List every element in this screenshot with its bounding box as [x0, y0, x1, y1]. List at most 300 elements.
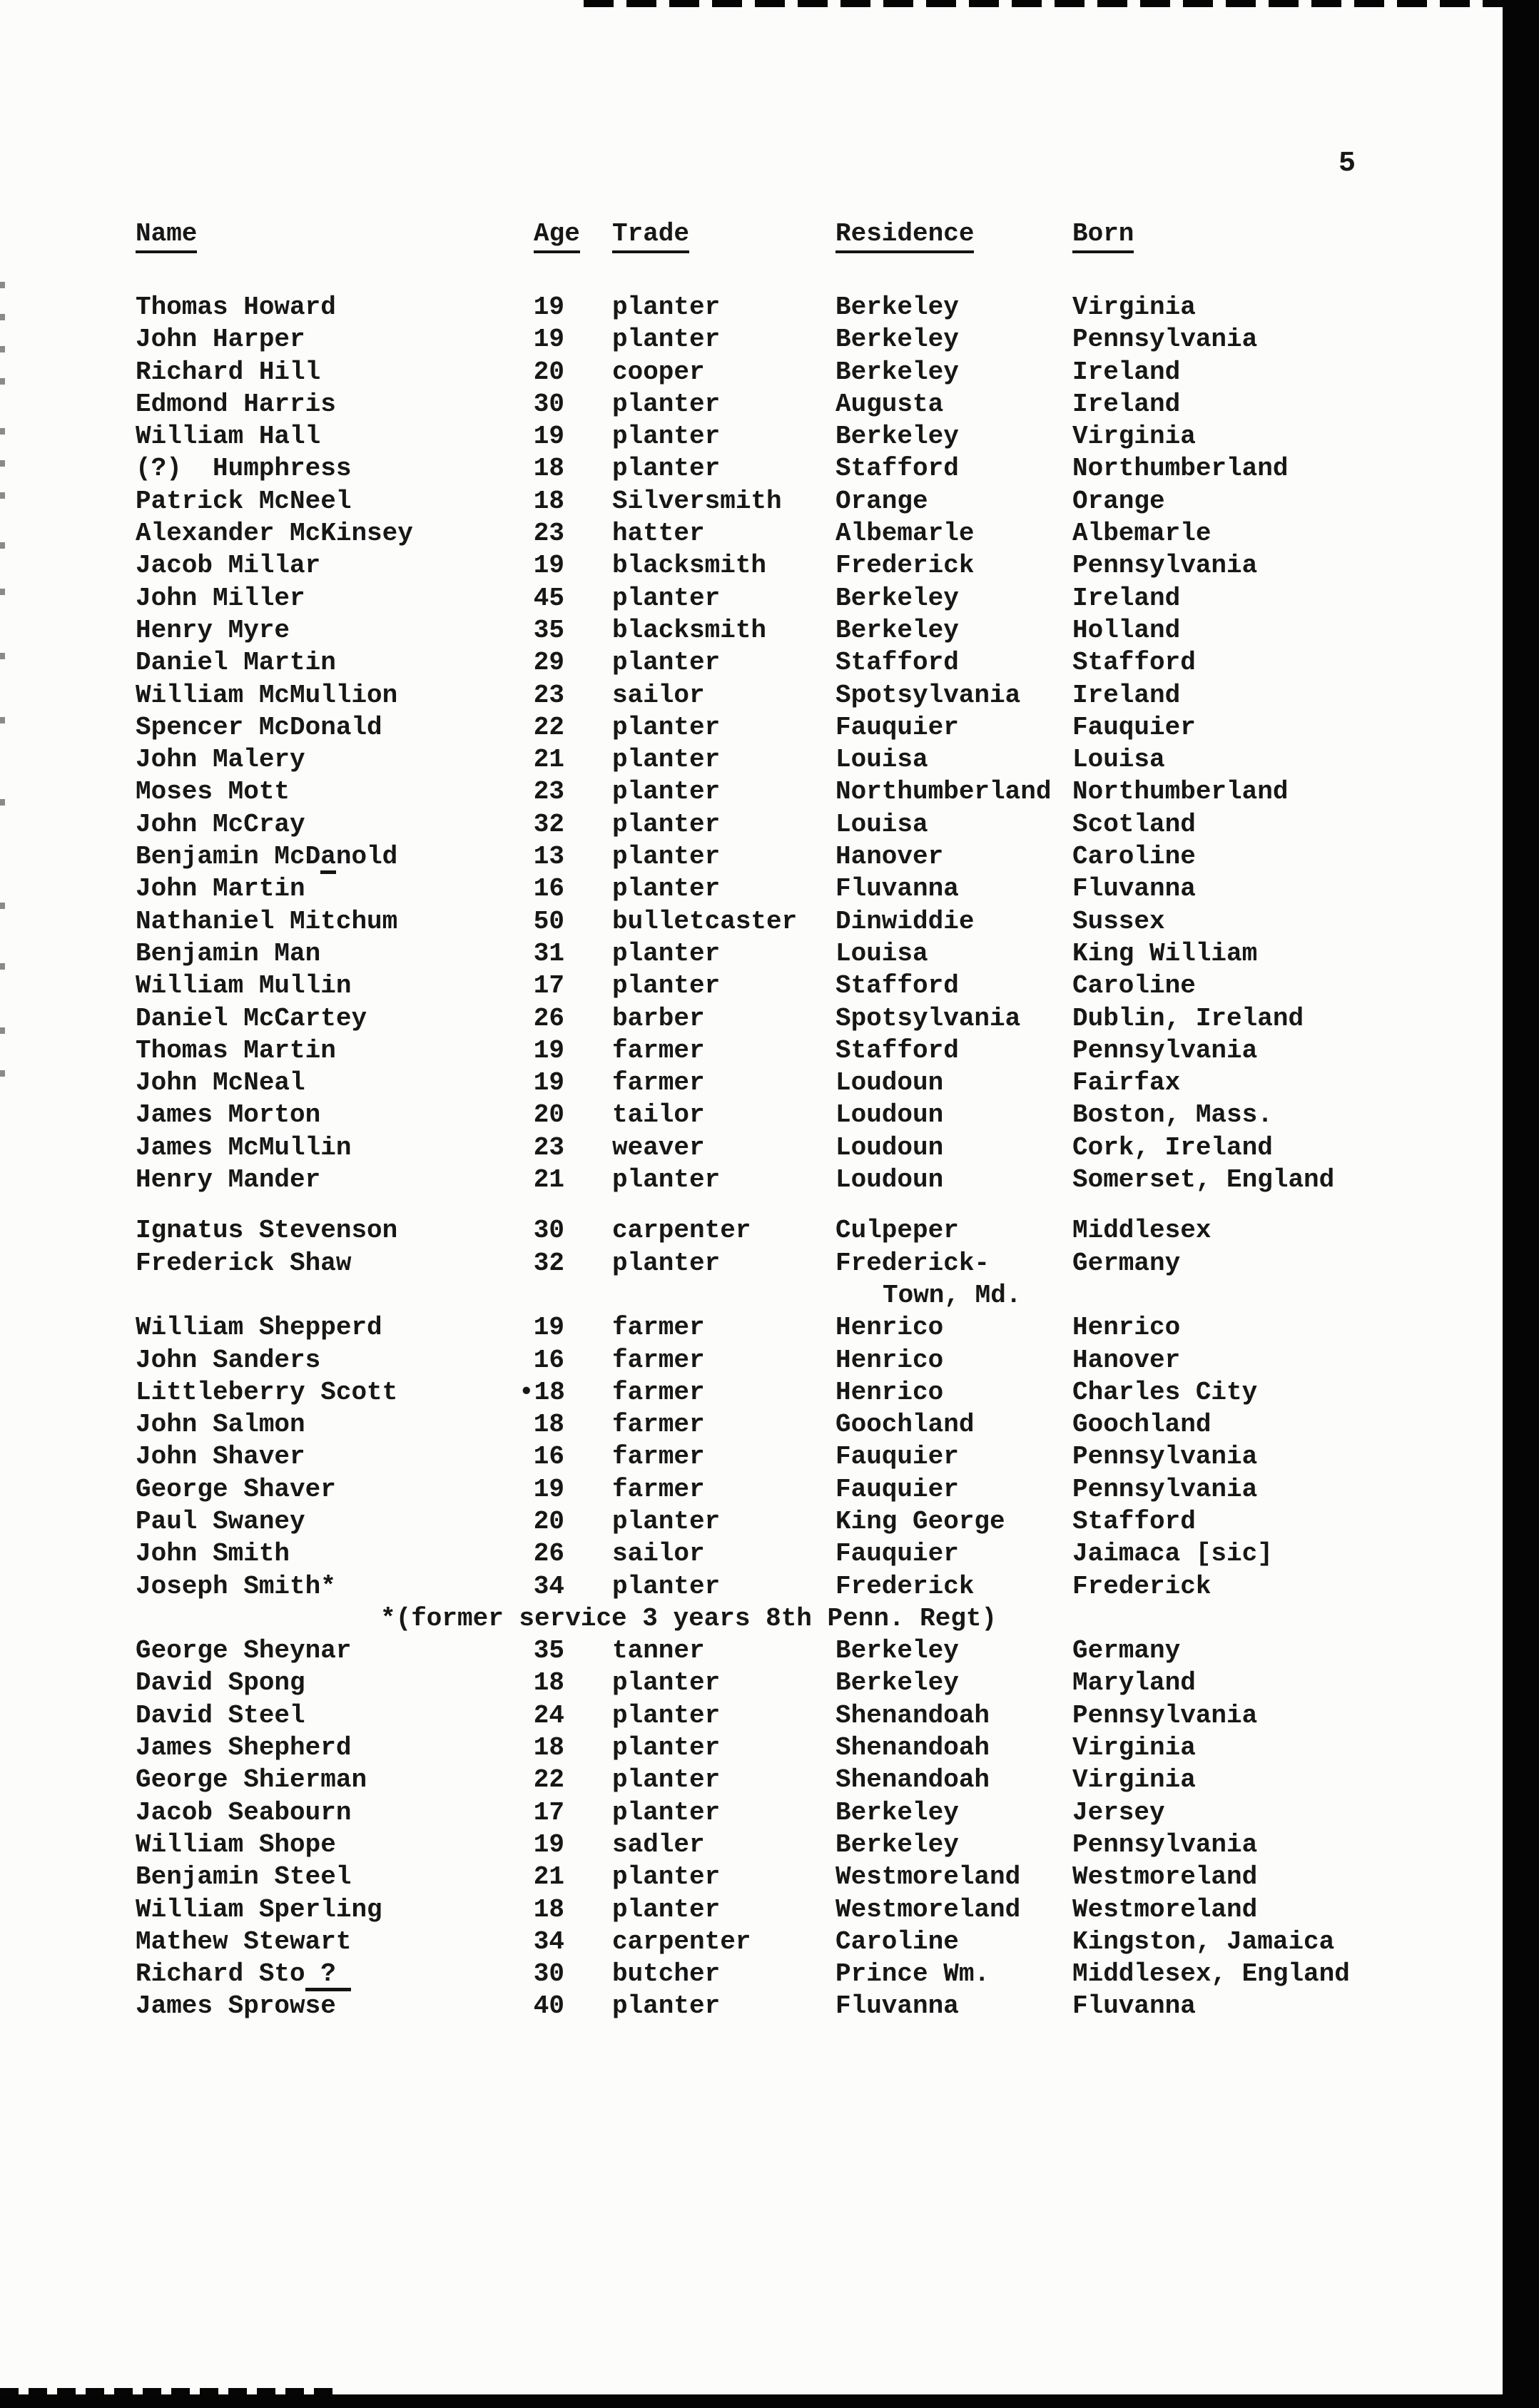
trade-cell: farmer: [612, 1410, 705, 1440]
born-cell: Fairfax: [1072, 1068, 1181, 1098]
born-cell: Caroline: [1072, 971, 1196, 1001]
age-cell: 19: [533, 1474, 564, 1504]
residence-cell: Berkeley: [835, 1797, 959, 1827]
born-cell: Sussex: [1072, 906, 1165, 936]
name-cell: Thomas Howard: [136, 293, 336, 322]
trade-cell: planter: [612, 1765, 721, 1795]
residence-continuation: Town, Md.: [883, 1280, 1022, 1310]
born-cell: King William: [1072, 938, 1258, 968]
born-cell: Westmoreland: [1072, 1894, 1258, 1924]
age-cell: 16: [533, 1442, 564, 1472]
born-cell: Albemarle: [1072, 519, 1212, 549]
age-cell: 19: [533, 293, 564, 322]
name-cell: James Sprowse: [136, 1991, 336, 2021]
residence-cell: Fauquier: [835, 712, 959, 742]
age-cell: 23: [533, 1132, 564, 1162]
name-cell: Thomas Martin: [136, 1035, 336, 1065]
residence-cell: Stafford: [835, 971, 959, 1001]
table-row: [136, 938, 1504, 970]
scan-edge-bottom-bar: [0, 2394, 1539, 2408]
residence-cell: Berkeley: [835, 1636, 959, 1666]
age-cell: 32: [533, 1248, 564, 1278]
trade-cell: planter: [612, 874, 721, 904]
age-cell: 18: [533, 1668, 564, 1698]
name-cell: David Steel: [136, 1700, 305, 1730]
name-cell: Nathaniel Mitchum: [136, 906, 398, 936]
residence-cell: Frederick: [835, 1571, 975, 1601]
trade-cell: farmer: [612, 1313, 705, 1343]
scan-artifact-tick: [0, 963, 5, 970]
trade-cell: planter: [612, 1248, 721, 1278]
name-cell: William Mullin: [136, 971, 352, 1001]
trade-cell: bulletcaster: [612, 906, 798, 936]
age-cell: 18: [533, 1733, 564, 1763]
name-cell: (?) Humphress: [136, 454, 352, 484]
residence-cell: King George: [835, 1506, 1005, 1536]
trade-cell: planter: [612, 1668, 721, 1698]
table-row: [136, 1990, 1504, 2022]
table-row: [136, 1132, 1504, 1164]
table-row: [136, 1926, 1504, 1958]
trade-cell: planter: [612, 389, 721, 419]
scan-artifact-tick: [0, 542, 5, 549]
scan-artifact-tick: [0, 460, 5, 467]
residence-cell: Culpeper: [835, 1216, 959, 1246]
born-cell: Orange: [1072, 486, 1165, 516]
age-cell: 22: [533, 1765, 564, 1795]
trade-cell: sailor: [612, 1539, 705, 1569]
residence-cell: Berkeley: [835, 357, 959, 387]
trade-cell: hatter: [612, 519, 705, 549]
age-cell: 17: [533, 971, 564, 1001]
age-cell: 50: [533, 906, 564, 936]
trade-cell: planter: [612, 648, 721, 678]
typed-underline-blank: a: [320, 843, 336, 874]
residence-cell: Shenandoah: [835, 1733, 990, 1763]
age-cell: 35: [533, 1636, 564, 1666]
column-header-born: Born: [1072, 221, 1134, 253]
name-cell: Benjamin McDanold: [136, 840, 397, 874]
age-cell: 30: [533, 389, 564, 419]
trade-cell: planter: [612, 842, 721, 872]
age-cell: 23: [533, 777, 564, 807]
born-cell: Frederick: [1072, 1571, 1212, 1601]
residence-cell: Berkeley: [835, 293, 959, 322]
table-row: [136, 1164, 1504, 1196]
table-row: [136, 614, 1504, 646]
age-cell: 18: [533, 1894, 564, 1924]
age-cell: 19: [533, 1068, 564, 1098]
table-row: [136, 1376, 1504, 1408]
name-cell: John McCray: [136, 809, 305, 839]
age-cell: 40: [533, 1991, 564, 2021]
trade-cell: planter: [612, 1797, 721, 1827]
age-cell: 20: [533, 1100, 564, 1130]
name-cell: James Morton: [136, 1100, 321, 1130]
trade-cell: planter: [612, 422, 721, 452]
residence-cell: Westmoreland: [835, 1862, 1021, 1892]
name-cell: Joseph Smith*: [136, 1571, 336, 1601]
born-cell: Holland: [1072, 615, 1181, 645]
trade-cell: planter: [612, 1862, 721, 1892]
residence-cell: Goochland: [835, 1410, 975, 1440]
trade-cell: sadler: [612, 1829, 705, 1859]
name-cell: Ignatus Stevenson: [136, 1216, 398, 1246]
trade-cell: planter: [612, 809, 721, 839]
table-row: [136, 549, 1504, 581]
table-row: [136, 711, 1504, 743]
table-row: [136, 679, 1504, 711]
born-cell: Pennsylvania: [1072, 1442, 1258, 1472]
age-cell: 34: [533, 1571, 564, 1601]
column-header-trade: Trade: [612, 221, 689, 253]
age-cell: 13: [533, 842, 564, 872]
name-cell: James Shepherd: [136, 1733, 352, 1763]
trade-cell: farmer: [612, 1377, 705, 1407]
column-header-residence: Residence: [835, 221, 974, 253]
residence-cell: Frederick-: [835, 1248, 990, 1278]
table-row: [136, 1894, 1504, 1926]
born-cell: Somerset, England: [1072, 1165, 1335, 1195]
name-cell: Edmond Harris: [136, 389, 336, 419]
residence-cell: Henrico: [835, 1345, 944, 1375]
residence-cell: Henrico: [835, 1377, 944, 1407]
table-row: [136, 291, 1504, 323]
trade-cell: planter: [612, 293, 721, 322]
scan-artifact-tick: [0, 282, 5, 288]
name-cell: James McMullin: [136, 1132, 352, 1162]
scan-edge-top-dashes: [584, 0, 1539, 7]
born-cell: Goochland: [1072, 1410, 1212, 1440]
scan-artifact-tick: [0, 653, 5, 659]
residence-cell: Westmoreland: [835, 1894, 1021, 1924]
table-row: [136, 1247, 1504, 1279]
residence-cell: Albemarle: [835, 519, 975, 549]
row-gap: [136, 1196, 1504, 1214]
residence-cell: Fauquier: [835, 1474, 959, 1504]
born-cell: Ireland: [1072, 389, 1181, 419]
table-row: [136, 873, 1504, 905]
name-cell: Jacob Millar: [136, 551, 321, 581]
table-row: [136, 1861, 1504, 1893]
name-cell: Frederick Shaw: [136, 1248, 352, 1278]
born-cell: Fluvanna: [1072, 874, 1196, 904]
trade-cell: farmer: [612, 1474, 705, 1504]
born-cell: Fauquier: [1072, 712, 1196, 742]
born-cell: Caroline: [1072, 842, 1196, 872]
trade-cell: tanner: [612, 1636, 705, 1666]
name-cell: George Shierman: [136, 1765, 367, 1795]
name-cell: Spencer McDonald: [136, 712, 382, 742]
table-row: [136, 1570, 1504, 1602]
table-row: [136, 420, 1504, 452]
age-cell: 16: [533, 1345, 564, 1375]
residence-cell: Hanover: [835, 842, 944, 872]
trade-cell: farmer: [612, 1442, 705, 1472]
name-cell: Mathew Stewart: [136, 1926, 352, 1956]
table-row: [136, 1538, 1504, 1570]
page-number: 5: [1339, 148, 1356, 180]
table-row: [136, 1099, 1504, 1131]
born-cell: Virginia: [1072, 422, 1196, 452]
born-cell: Pennsylvania: [1072, 1700, 1258, 1730]
age-cell: 18: [533, 454, 564, 484]
name-cell: Richard Hill: [136, 357, 321, 387]
name-cell: George Shaver: [136, 1474, 336, 1504]
trade-cell: barber: [612, 1003, 705, 1033]
residence-cell: Louisa: [835, 938, 928, 968]
name-cell: John Salmon: [136, 1410, 305, 1440]
scan-artifact-tick: [0, 717, 5, 723]
born-cell: Pennsylvania: [1072, 1829, 1258, 1859]
born-cell: Middlesex: [1072, 1216, 1212, 1246]
name-cell: William McMullion: [136, 680, 398, 710]
age-cell: 24: [533, 1700, 564, 1730]
muster-roll-table: [136, 221, 1504, 2023]
trade-cell: Silversmith: [612, 486, 782, 516]
scan-artifact-tick: [0, 378, 5, 385]
age-cell: 20: [533, 357, 564, 387]
scan-artifact-tick: [0, 903, 5, 909]
residence-cell: Fluvanna: [835, 874, 959, 904]
trade-cell: farmer: [612, 1068, 705, 1098]
table-row: [136, 1441, 1504, 1473]
table-row: [136, 646, 1504, 679]
scan-artifact-tick: [0, 1027, 5, 1034]
trade-cell: planter: [612, 1733, 721, 1763]
born-cell: Jaimaca [sic]: [1072, 1539, 1273, 1569]
name-cell: John Martin: [136, 874, 305, 904]
born-cell: Germany: [1072, 1248, 1181, 1278]
born-cell: Ireland: [1072, 357, 1181, 387]
column-header-age: Age: [534, 221, 580, 253]
trade-cell: farmer: [612, 1345, 705, 1375]
table-row: [136, 743, 1504, 776]
born-cell: Virginia: [1072, 1765, 1196, 1795]
residence-continuation-row: [136, 1279, 1504, 1311]
table-row: [136, 1797, 1504, 1829]
trade-cell: planter: [612, 938, 721, 968]
name-cell: John Miller: [136, 583, 305, 613]
age-cell: 19: [533, 325, 564, 355]
trade-cell: weaver: [612, 1132, 705, 1162]
table-row: [136, 1473, 1504, 1505]
age-cell: 22: [533, 712, 564, 742]
trade-cell: carpenter: [612, 1216, 751, 1246]
age-cell: 20: [533, 1506, 564, 1536]
name-cell: William Hall: [136, 422, 321, 452]
age-cell: 19: [533, 1035, 564, 1065]
residence-cell: Loudoun: [835, 1068, 944, 1098]
name-cell: William Shepperd: [136, 1313, 382, 1343]
residence-cell: Caroline: [835, 1926, 959, 1956]
table-row: [136, 582, 1504, 614]
table-row: [136, 1344, 1504, 1376]
trade-cell: farmer: [612, 1035, 705, 1065]
scan-artifact-tick: [0, 314, 5, 320]
age-cell: 17: [533, 1797, 564, 1827]
trade-cell: carpenter: [612, 1926, 751, 1956]
table-row: [136, 452, 1504, 484]
table-row: [136, 1311, 1504, 1343]
table-row: [136, 1958, 1504, 1990]
table-row: [136, 1732, 1504, 1764]
residence-cell: Fauquier: [835, 1539, 959, 1569]
name-cell: Richard Sto ?: [136, 1958, 351, 1991]
scan-artifact-tick: [0, 589, 5, 595]
age-cell: 26: [533, 1003, 564, 1033]
table-row: [136, 840, 1504, 873]
age-cell: 45: [533, 583, 564, 613]
name-cell: William Shope: [136, 1829, 336, 1859]
table-row: [136, 517, 1504, 549]
residence-cell: Stafford: [835, 1035, 959, 1065]
residence-cell: Shenandoah: [835, 1700, 990, 1730]
name-cell: John Harper: [136, 325, 305, 355]
residence-cell: Fluvanna: [835, 1991, 959, 2021]
residence-cell: Louisa: [835, 745, 928, 775]
residence-cell: Berkeley: [835, 422, 959, 452]
age-cell: 18: [533, 1410, 564, 1440]
name-cell: Paul Swaney: [136, 1506, 305, 1536]
age-cell: 19: [533, 1829, 564, 1859]
trade-cell: planter: [612, 1165, 721, 1195]
name-cell: Daniel Martin: [136, 648, 336, 678]
table-row: [136, 1700, 1504, 1732]
residence-cell: Henrico: [835, 1313, 944, 1343]
born-cell: Boston, Mass.: [1072, 1100, 1273, 1130]
born-cell: Stafford: [1072, 648, 1196, 678]
born-cell: Dublin, Ireland: [1072, 1003, 1304, 1033]
residence-cell: Prince Wm.: [835, 1959, 990, 1989]
trade-cell: planter: [612, 1506, 721, 1536]
born-cell: Ireland: [1072, 680, 1181, 710]
trade-cell: planter: [612, 777, 721, 807]
trade-cell: cooper: [612, 357, 705, 387]
residence-cell: Loudoun: [835, 1165, 944, 1195]
table-row: [136, 1214, 1504, 1246]
table-row: [136, 1829, 1504, 1861]
residence-cell: Spotsylvania: [835, 680, 1021, 710]
table-row: [136, 970, 1504, 1002]
table-row: [136, 1035, 1504, 1067]
born-cell: Virginia: [1072, 1733, 1196, 1763]
trade-cell: planter: [612, 1991, 721, 2021]
residence-cell: Louisa: [835, 809, 928, 839]
born-cell: Pennsylvania: [1072, 1474, 1258, 1504]
born-cell: Cork, Ireland: [1072, 1132, 1273, 1162]
table-row: [136, 1764, 1504, 1796]
scan-edge-right-bar: [1503, 0, 1539, 2408]
table-row: [136, 356, 1504, 388]
residence-cell: Berkeley: [835, 583, 959, 613]
table-row: [136, 1635, 1504, 1667]
born-cell: Virginia: [1072, 293, 1196, 322]
residence-cell: Frederick: [835, 551, 975, 581]
residence-cell: Dinwiddie: [835, 906, 975, 936]
residence-cell: Spotsylvania: [835, 1003, 1021, 1033]
trade-cell: planter: [612, 971, 721, 1001]
age-cell: 31: [533, 938, 564, 968]
name-cell: John McNeal: [136, 1068, 305, 1098]
age-cell: 21: [533, 745, 564, 775]
residence-cell: Orange: [835, 486, 928, 516]
table-body: [136, 291, 1504, 2023]
name-cell: Patrick McNeel: [136, 486, 352, 516]
trade-cell: planter: [612, 1894, 721, 1924]
born-cell: Westmoreland: [1072, 1862, 1258, 1892]
born-cell: Scotland: [1072, 809, 1196, 839]
born-cell: Fluvanna: [1072, 1991, 1196, 2021]
table-row: [136, 808, 1504, 840]
born-cell: Middlesex, England: [1072, 1959, 1350, 1989]
age-cell: •18: [519, 1377, 565, 1407]
scan-artifact-tick: [0, 492, 5, 499]
born-cell: Maryland: [1072, 1668, 1196, 1698]
trade-cell: planter: [612, 583, 721, 613]
age-cell: 19: [533, 1313, 564, 1343]
table-row: [136, 776, 1504, 808]
age-cell: 19: [533, 551, 564, 581]
name-cell: David Spong: [136, 1668, 305, 1698]
trade-cell: planter: [612, 454, 721, 484]
name-cell: Jacob Seabourn: [136, 1797, 352, 1827]
name-cell: John Sanders: [136, 1345, 321, 1375]
age-cell: 21: [533, 1165, 564, 1195]
age-cell: 35: [533, 615, 564, 645]
table-row: [136, 1408, 1504, 1441]
residence-cell: Stafford: [835, 454, 959, 484]
born-cell: Kingston, Jamaica: [1072, 1926, 1335, 1956]
table-header-row: [136, 221, 1504, 291]
name-cell: Daniel McCartey: [136, 1003, 367, 1033]
age-cell: 29: [533, 648, 564, 678]
residence-cell: Loudoun: [835, 1132, 944, 1162]
footnote-row: [136, 1602, 1504, 1635]
age-cell: 34: [533, 1926, 564, 1956]
residence-cell: Stafford: [835, 648, 959, 678]
born-cell: Ireland: [1072, 583, 1181, 613]
age-cell: 30: [533, 1959, 564, 1989]
born-cell: Charles City: [1072, 1377, 1258, 1407]
table-row: [136, 1505, 1504, 1538]
residence-cell: Northumberland: [835, 777, 1052, 807]
footnote-text: *(former service 3 years 8th Penn. Regt): [380, 1603, 997, 1633]
trade-cell: blacksmith: [612, 615, 767, 645]
age-cell: 16: [533, 874, 564, 904]
table-row: [136, 1067, 1504, 1099]
name-cell: Henry Myre: [136, 615, 290, 645]
trade-cell: sailor: [612, 680, 705, 710]
trade-cell: butcher: [612, 1959, 721, 1989]
born-cell: Pennsylvania: [1072, 325, 1258, 355]
residence-cell: Shenandoah: [835, 1765, 990, 1795]
name-cell: Benjamin Man: [136, 938, 321, 968]
table-row: [136, 388, 1504, 420]
name-cell: Moses Mott: [136, 777, 290, 807]
table-row: [136, 905, 1504, 938]
age-cell: 30: [533, 1216, 564, 1246]
table-row: [136, 1002, 1504, 1035]
age-cell: 18: [533, 486, 564, 516]
trade-cell: planter: [612, 712, 721, 742]
table-row: [136, 323, 1504, 355]
name-cell: Littleberry Scott: [136, 1377, 398, 1407]
name-cell: John Malery: [136, 745, 305, 775]
born-cell: Louisa: [1072, 745, 1165, 775]
age-cell: 32: [533, 809, 564, 839]
age-cell: 19: [533, 422, 564, 452]
